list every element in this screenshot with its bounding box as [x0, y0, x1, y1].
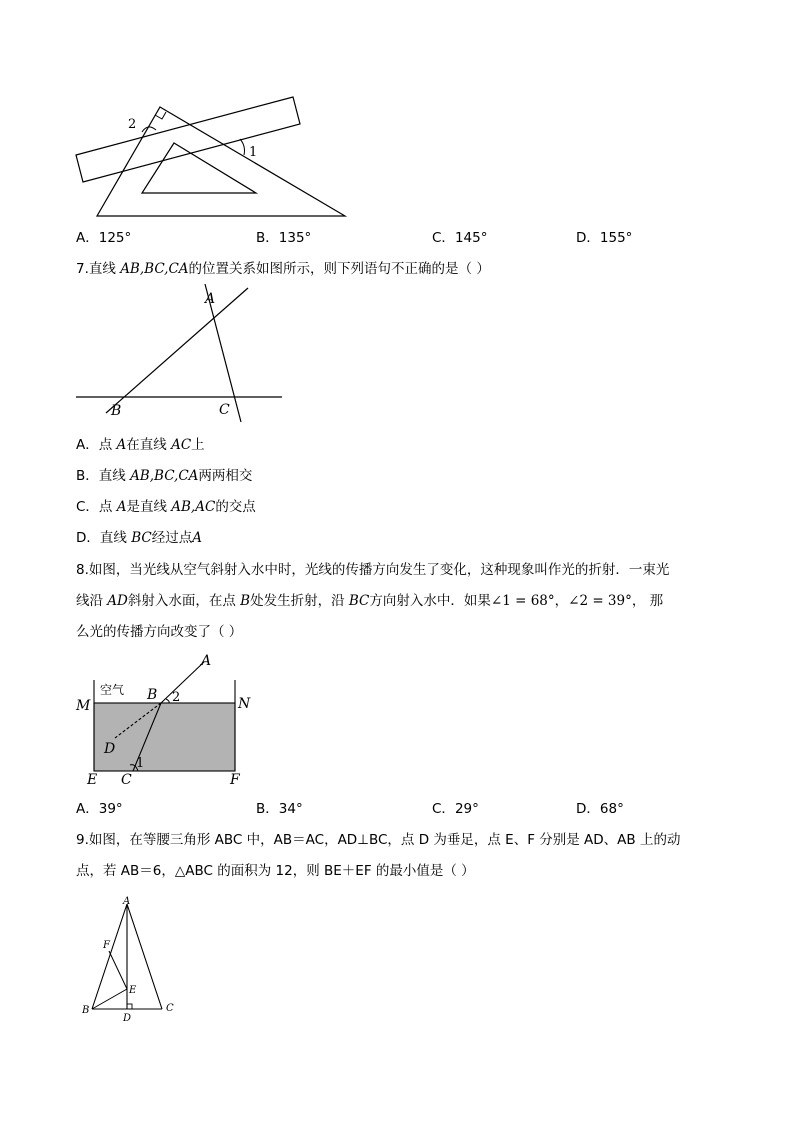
- q7-number: 7.: [76, 261, 89, 277]
- point-d-label: D: [104, 741, 116, 757]
- q9-stem-line2: 点，若 AB＝6，△ABC 的面积为 12，则 BE＋EF 的最小值是（ ）: [76, 863, 475, 879]
- q7-stem-prefix: 直线: [88, 261, 121, 277]
- point-d-label: D: [123, 1013, 132, 1023]
- q8-text: ， 那: [631, 593, 664, 609]
- point-c-label: C: [219, 402, 230, 418]
- q6-option-a[interactable]: [76, 229, 131, 247]
- q7-stem-suffix: 的位置关系如图所示，则下列语句不正确的是（ ）: [188, 261, 490, 277]
- option-prefix: D．直线: [76, 530, 132, 546]
- option-letter: D．: [576, 801, 600, 817]
- q8-math: AD: [107, 593, 128, 609]
- angle-2-label: 2: [128, 117, 137, 132]
- q7-stem-math: AB,BC,CA: [120, 261, 189, 277]
- q8-angle2: ∠2 = 39°: [568, 593, 632, 609]
- option-text: 155°: [599, 230, 633, 246]
- point-f-label: F: [103, 940, 110, 951]
- side-ab: [92, 904, 127, 1009]
- point-b-label: B: [147, 687, 158, 703]
- point-e-label: E: [87, 772, 98, 788]
- option-prefix: B．直线: [76, 468, 131, 484]
- option-text: 125°: [98, 230, 132, 246]
- option-mid: 经过点: [151, 530, 193, 546]
- option-mid: 是直线: [126, 499, 172, 515]
- point-a-label: A: [205, 291, 216, 307]
- q8-option-d[interactable]: [576, 800, 624, 818]
- angle-2-arc: [142, 127, 156, 132]
- option-suffix: 的交点: [215, 499, 256, 515]
- q8-figure: [74, 650, 264, 790]
- air-label: 空气: [100, 683, 125, 697]
- point-f-label: F: [230, 772, 240, 788]
- option-math1: BC: [131, 530, 152, 546]
- option-math2: AB,AC: [171, 499, 216, 515]
- point-c-label: C: [166, 1003, 174, 1014]
- q9-stem-line1: 9.如图，在等腰三角形 ABC 中，AB＝AC，AD⊥BC，点 D 为垂足，点 E、F 分别是 AD、AB 上的动: [76, 832, 681, 848]
- option-text: 29°: [454, 801, 479, 817]
- option-letter: C．: [432, 230, 455, 246]
- option-text: 39°: [98, 801, 123, 817]
- q8-text: 处发生折射，沿: [250, 593, 349, 609]
- q7-option-b[interactable]: [76, 467, 252, 485]
- angle-1-arc: [240, 139, 245, 155]
- option-text: 145°: [454, 230, 488, 246]
- option-math1: AB,BC,CA: [130, 468, 199, 484]
- point-c-label: C: [121, 772, 132, 788]
- q7-option-d[interactable]: [76, 529, 202, 547]
- option-letter: A．: [76, 230, 99, 246]
- q7-option-c[interactable]: [76, 498, 256, 516]
- option-prefix: A．点: [76, 437, 117, 453]
- segment-fe: [109, 951, 127, 989]
- q8-text: 斜射入水面，在点: [127, 593, 241, 609]
- q6-option-b[interactable]: [256, 229, 311, 247]
- q8-option-c[interactable]: [432, 800, 479, 818]
- point-m-label: M: [76, 698, 91, 714]
- q6-option-c[interactable]: [432, 229, 487, 247]
- right-angle-mark: [127, 1004, 132, 1009]
- option-mid: 两两相交: [198, 468, 253, 484]
- incident-ray-ab: [161, 662, 204, 703]
- q8-option-a[interactable]: [76, 800, 123, 818]
- option-text: 34°: [278, 801, 303, 817]
- angle-1-label: 1: [249, 145, 258, 160]
- option-letter: B．: [256, 230, 279, 246]
- option-math1: A: [116, 499, 127, 515]
- q6-figure: [70, 90, 360, 220]
- q8-option-b[interactable]: [256, 800, 303, 818]
- angle-2-arc: [166, 699, 169, 703]
- option-math1: A: [116, 437, 127, 453]
- option-math2: AC: [171, 437, 192, 453]
- q8-text: 线沿: [76, 593, 108, 609]
- point-n-label: N: [238, 696, 251, 712]
- q8-stem-line1: 8.如图，当光线从空气斜射入水中时，光线的传播方向发生了变化，这种现象叫作光的折射．一束光: [76, 562, 670, 578]
- point-a-label: A: [123, 896, 131, 907]
- q8-math: B: [240, 593, 251, 609]
- option-math2: A: [192, 530, 202, 546]
- angle-2-label: 2: [172, 690, 181, 705]
- angle-1-label: 1: [136, 756, 145, 771]
- water-region: [94, 703, 235, 771]
- option-letter: A．: [76, 801, 99, 817]
- q8-sep: ，: [554, 593, 569, 609]
- option-letter: D．: [576, 230, 600, 246]
- q7-stem: [76, 260, 490, 278]
- point-b-label: B: [111, 403, 122, 419]
- point-e-label: E: [129, 985, 137, 996]
- option-suffix: 上: [191, 437, 205, 453]
- q7-option-a[interactable]: [76, 436, 205, 454]
- q8-stem-line3: 么光的传播方向改变了（ ）: [76, 624, 243, 640]
- q8-stem-line2: [76, 592, 663, 610]
- point-a-label: A: [201, 653, 212, 669]
- q7-figure: [70, 280, 290, 425]
- line-ab: [106, 288, 248, 413]
- option-mid: 在直线: [126, 437, 172, 453]
- point-b-label: B: [82, 1005, 90, 1016]
- q6-option-d[interactable]: [576, 229, 632, 247]
- option-text: 135°: [278, 230, 312, 246]
- q8-math: BC: [348, 593, 370, 609]
- option-letter: B．: [256, 801, 279, 817]
- q8-text: 方向射入水中．如果: [369, 593, 491, 609]
- q8-angle1: ∠1 = 68°: [490, 593, 555, 609]
- option-prefix: C．点: [76, 499, 117, 515]
- option-text: 68°: [599, 801, 624, 817]
- q9-figure: [78, 893, 183, 1023]
- option-letter: C．: [432, 801, 455, 817]
